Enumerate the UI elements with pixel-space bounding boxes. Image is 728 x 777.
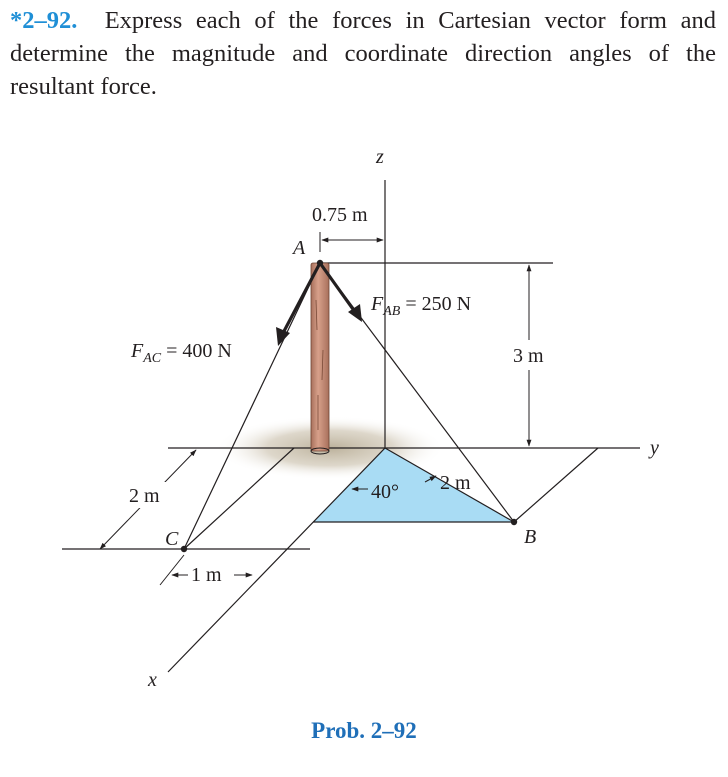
point-a-label: A (293, 237, 306, 259)
force-ab-sub: AB (383, 304, 401, 319)
angle-label: 40° (371, 481, 399, 503)
point-b-label: B (524, 526, 537, 548)
problem-number: *2–92. (10, 7, 78, 34)
dim-2m-left-label: 2 m (129, 485, 160, 507)
x-axis-line (168, 448, 385, 672)
force-ac-value: = 400 N (161, 340, 232, 362)
dim-height-label: 3 m (513, 345, 544, 367)
dim-offset-label: 0.75 m (312, 204, 368, 226)
dim-1m-label: 1 m (191, 564, 222, 586)
cable-ac (184, 263, 320, 549)
axis-x-label: x (148, 669, 157, 691)
force-ab-symbol: F (371, 293, 384, 315)
force-ac-label (130, 340, 232, 366)
force-ab-value: = 250 N (400, 293, 472, 315)
axis-z-label: z (376, 146, 384, 168)
axis-y-label: y (650, 437, 659, 459)
ground-diagonal-right (514, 448, 598, 522)
point-c-dot (181, 546, 187, 552)
point-c-label: C (165, 528, 179, 550)
force-ac-symbol: F (131, 340, 144, 362)
pole (311, 263, 329, 451)
figure-caption: Prob. 2–92 (311, 718, 417, 743)
point-b-dot (511, 519, 517, 525)
force-ac-sub: AC (143, 351, 162, 366)
dim-2m-ob-label: 2 m (440, 472, 471, 494)
point-a-dot (317, 260, 323, 266)
problem-text: Express each of the forces in Cartesian vector form and determine the magnitude and coordinate direction angles of the resultant force. (10, 7, 717, 100)
